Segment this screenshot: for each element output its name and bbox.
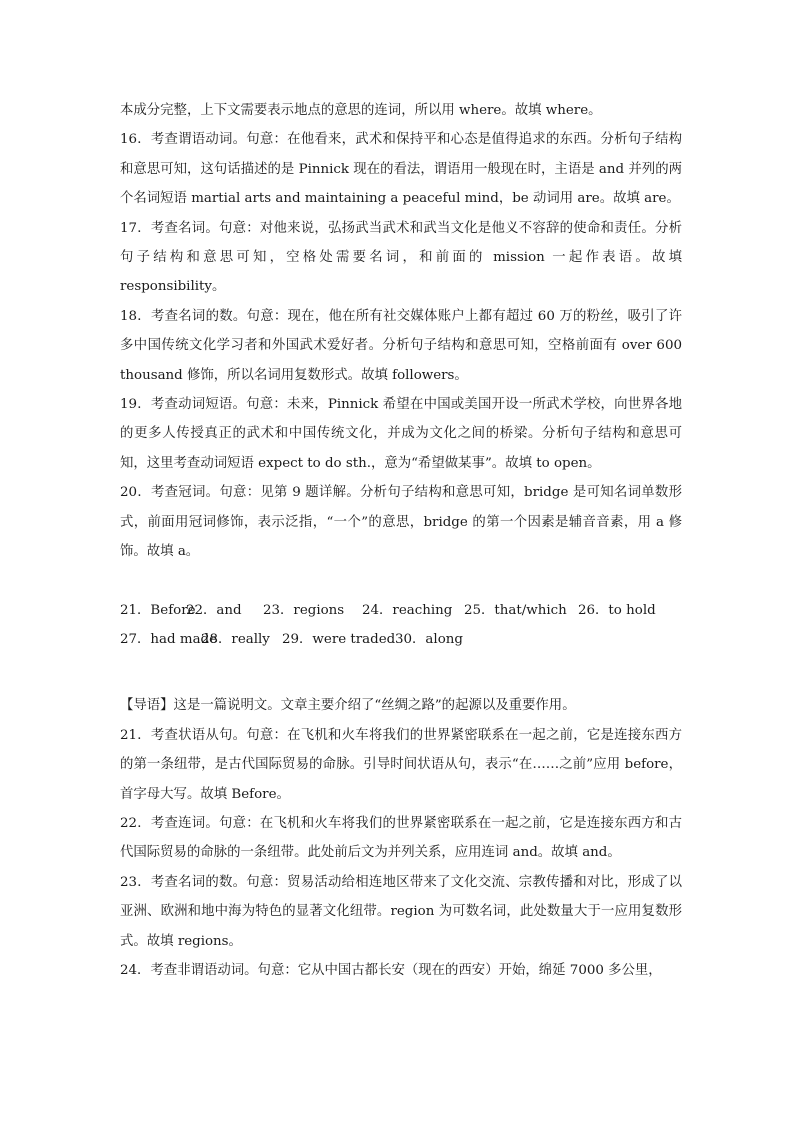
answer-item: 30．along xyxy=(395,631,463,647)
spacer xyxy=(120,567,682,596)
spacer xyxy=(120,654,682,691)
paragraph-item-24: 24．考查非谓语动词。句意：它从中国古都长安（现在的西安）开始，绵延 7000 多公里， xyxy=(120,962,662,978)
answer-item: 28．really xyxy=(201,631,270,647)
paragraph-item-21: 21．考查状语从句。句意：在飞机和火车将我们的世界紧密联系在一起之前，它是连接东西方的第一条纽带，是古代国际贸易的命脉。引导时间状语从句，表示“在……之前”应用 before，首字母大写。故填 Before。 xyxy=(120,727,682,802)
paragraph-item-16: 16．考查谓语动词。句意：在他看来，武术和保持平和心态是值得追求的东西。分析句子结构和意思可知，这句话描述的是 Pinnick 现在的看法，谓语用一般现在时，主语是 and 并列的两个名词短语 martial arts and maintaining a peaceful mind，be 动词用 are。故填 are。 xyxy=(120,132,682,207)
answer-key xyxy=(120,596,682,655)
paragraph-item-20: 20．考查冠词。句意：见第 9 题详解。分析句子结构和意思可知，bridge 是可知名词单数形式，前面用冠词修饰，表示泛指，“一个”的意思，bridge 的第一个因素是辅音音素，用 a 修饰。故填 a。 xyxy=(120,485,682,560)
answer-item: 26．to hold xyxy=(578,602,656,618)
answer-item: 23．regions xyxy=(263,602,345,618)
paragraph-continuation: 本成分完整，上下文需要表示地点的意思的连词，所以用 where。故填 where。 xyxy=(120,103,602,118)
answer-item: 25．that/which xyxy=(464,602,567,618)
answer-row xyxy=(120,596,682,625)
paragraph-intro: 【导语】这是一篇说明文。文章主要介绍了“丝绸之路”的起源以及重要作用。 xyxy=(120,698,576,714)
paragraph-item-19: 19．考查动词短语。句意：未来，Pinnick 希望在中国或美国开设一所武术学校，向世界各地的更多人传授真正的武术和中国传统文化，并成为文化之间的桥梁。分析句子结构和意思可知，这里考查动词短语 expect to do sth.，意为“希望做某事”。故填 to open。 xyxy=(120,397,682,471)
paragraph-item-23: 23．考查名词的数。句意：贸易活动给相连地区带来了文化交流、宗教传播和对比，形成了以亚洲、欧洲和地中海为特色的显著文化纽带。region 为可数名词，此处数量大于一应用复数形式。故填 regions。 xyxy=(120,874,682,949)
answer-row xyxy=(120,625,682,654)
paragraph-item-17: 17．考查名词。句意：对他来说，弘扬武当武术和武当文化是他义不容辞的使命和责任。分析句子结构和意思可知，空格处需要名词，和前面的 mission 一起作表语。故填 responsibility。 xyxy=(120,220,682,295)
answer-item: 27．had made xyxy=(120,631,218,647)
answer-item: 29．were traded xyxy=(282,631,396,647)
answer-explanations xyxy=(120,96,682,985)
answer-item: 21．Before xyxy=(120,602,196,618)
paragraph-item-22: 22．考查连词。句意：在飞机和火车将我们的世界紧密联系在一起之前，它是连接东西方和古代国际贸易的命脉的一条纽带。此处前后文为并列关系，应用连词 and。故填 and。 xyxy=(120,815,682,861)
answer-item: 24．reaching xyxy=(362,602,453,618)
paragraph-item-18: 18．考查名词的数。句意：现在，他在所有社交媒体账户上都有超过 60 万的粉丝，吸引了许多中国传统文化学习者和外国武术爱好者。分析句子结构和意思可知，空格前面有 over 600 thousand 修饰，所以名词用复数形式。故填 followers。 xyxy=(120,308,682,383)
answer-item: 22．and xyxy=(186,602,242,618)
